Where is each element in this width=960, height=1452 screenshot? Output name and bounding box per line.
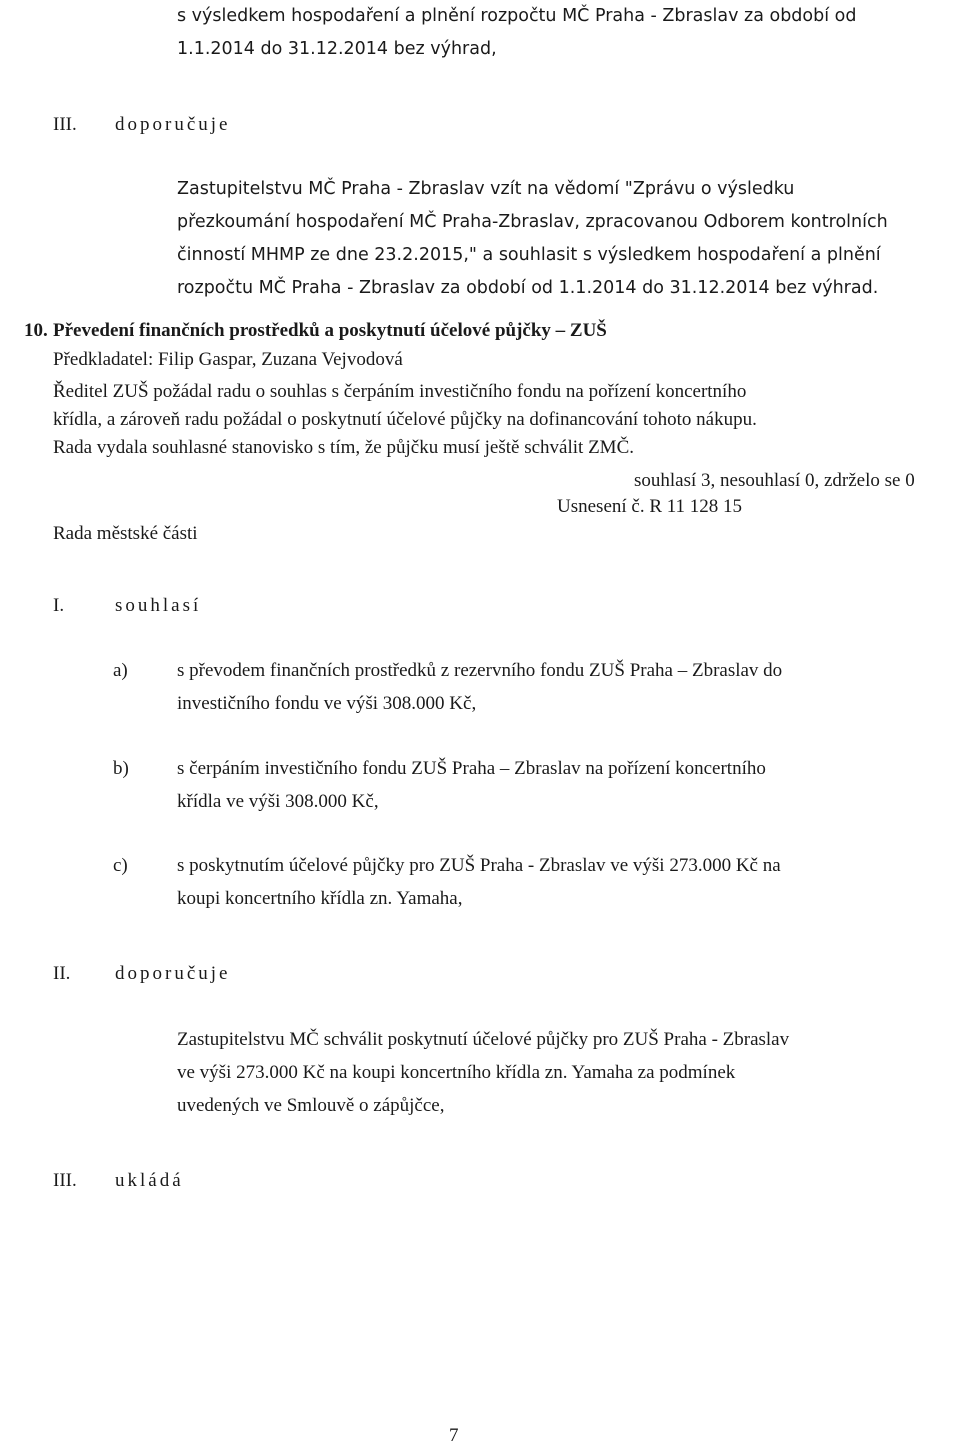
item-number: 10. (24, 320, 48, 341)
item-a-line-2: investičního fondu ve výši 308.000 Kč, (177, 693, 477, 714)
prev-section-iii-line-4: rozpočtu MČ Praha - Zbraslav za období od 1.1.2014 do 31.12.2014 bez výhrad. (177, 278, 879, 298)
item-description-line-3: Rada vydala souhlasné stanovisko s tím, že půjčku musí ještě schválit ZMČ. (53, 437, 634, 458)
item-c-text (177, 849, 781, 915)
item-description-line-2: křídla, a zároveň radu požádal o poskytnutí účelové půjčky na dofinancování tohoto nákupu. (53, 409, 757, 430)
item-a-label: a) (113, 660, 128, 681)
section-iii-numeral: III. (53, 1170, 77, 1191)
section-ii-verb: doporučuje (115, 963, 231, 984)
item-b-text (177, 752, 766, 818)
section-ii-line-1: Zastupitelstvu MČ schválit poskytnutí účelové půjčky pro ZUŠ Praha - Zbraslav (177, 1029, 790, 1050)
item-b-label: b) (113, 758, 129, 779)
item-b-line-1: s čerpáním investičního fondu ZUŠ Praha – Zbraslav na pořízení koncertního (177, 758, 766, 779)
section-iii-verb: ukládá (115, 1170, 184, 1191)
prev-section-iii-line-2: přezkoumání hospodaření MČ Praha-Zbraslav, zpracovanou Odborem kontrolních (177, 212, 888, 232)
item-c-label: c) (113, 855, 128, 876)
prev-section-iii-numeral: III. (53, 114, 77, 135)
item-title: Převedení finančních prostředků a poskytnutí účelové půjčky – ZUŠ (53, 320, 607, 341)
item-description (53, 378, 757, 462)
section-ii-numeral: II. (53, 963, 71, 984)
carryover-line-1: s výsledkem hospodaření a plnění rozpočtu MČ Praha - Zbraslav za období od (177, 6, 857, 26)
prev-section-iii-line-3: činností MHMP ze dne 23.2.2015," a souhlasit s výsledkem hospodaření a plnění (177, 245, 881, 265)
item-a-text (177, 654, 782, 720)
section-i-numeral: I. (53, 595, 65, 616)
item-submitters: Předkladatel: Filip Gaspar, Zuzana Vejvodová (53, 349, 403, 370)
prev-section-iii-verb: doporučuje (115, 114, 231, 135)
item-b-line-2: křídla ve výši 308.000 Kč, (177, 791, 379, 812)
item-c-line-1: s poskytnutím účelové půjčky pro ZUŠ Praha - Zbraslav ve výši 273.000 Kč na (177, 855, 781, 876)
section-ii-text (177, 1023, 789, 1122)
section-i-verb: souhlasí (115, 595, 202, 616)
section-ii-line-2: ve výši 273.000 Kč na koupi koncertního křídla zn. Yamaha za podmínek (177, 1062, 736, 1083)
item-c-line-2: koupi koncertního křídla zn. Yamaha, (177, 888, 463, 909)
resolution-number: Usnesení č. R 11 128 15 (557, 496, 743, 517)
item-description-line-1: Ředitel ZUŠ požádal radu o souhlas s čerpáním investičního fondu na pořízení koncertního (53, 381, 747, 402)
carryover-line-2: 1.1.2014 do 31.12.2014 bez výhrad, (177, 39, 497, 59)
vote-result: souhlasí 3, nesouhlasí 0, zdrželo se 0 (634, 470, 915, 491)
page-number: 7 (449, 1425, 459, 1446)
council-body: Rada městské části (53, 523, 198, 544)
item-a-line-1: s převodem finančních prostředků z rezervního fondu ZUŠ Praha – Zbraslav do (177, 660, 783, 681)
prev-section-iii-text (177, 173, 888, 305)
carryover-text (177, 0, 856, 66)
prev-section-iii-line-1: Zastupitelstvu MČ Praha - Zbraslav vzít na vědomí "Zprávu o výsledku (177, 179, 795, 199)
section-ii-line-3: uvedených ve Smlouvě o zápůjčce, (177, 1095, 445, 1116)
